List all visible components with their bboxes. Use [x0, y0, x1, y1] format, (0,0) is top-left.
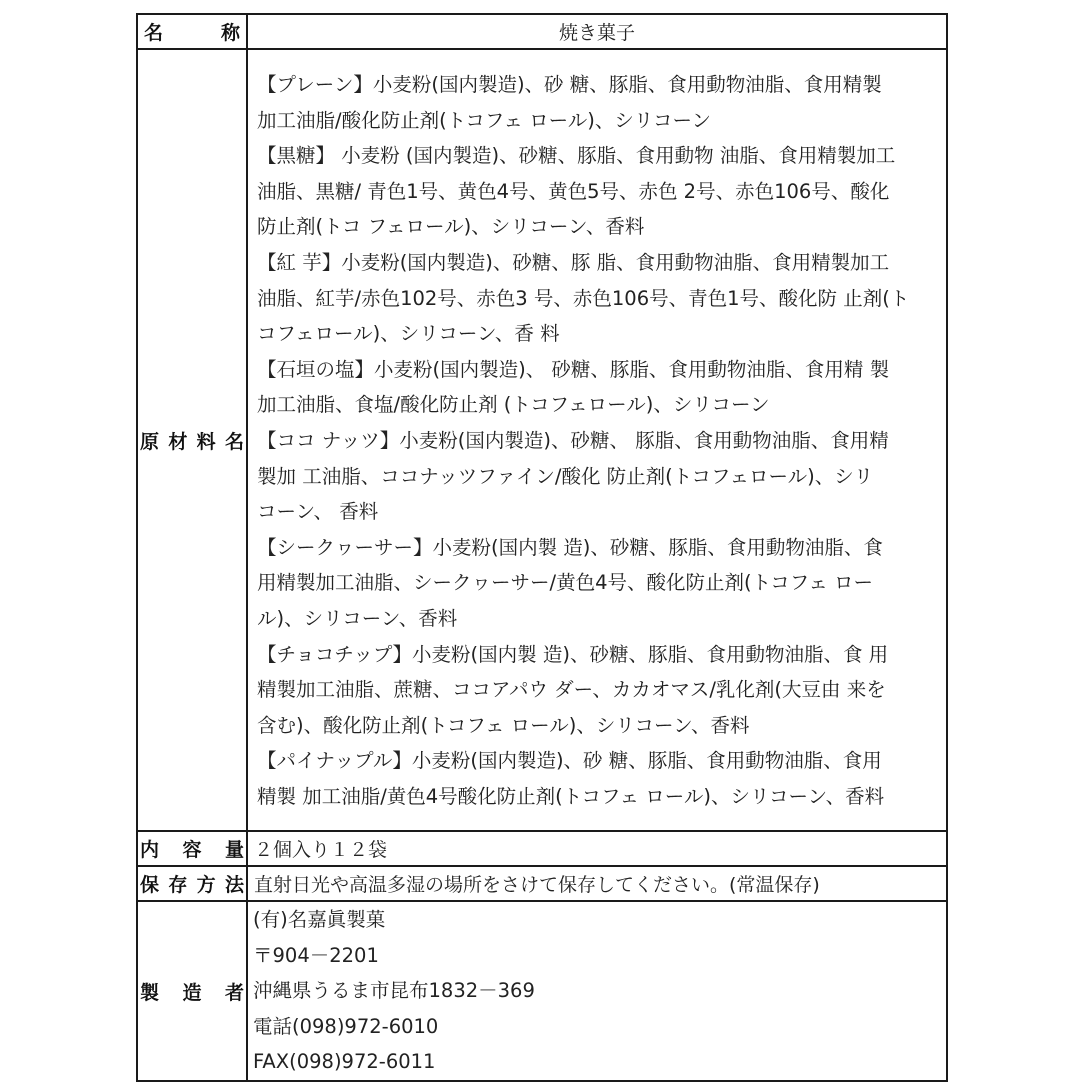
manufacturer-postal-code: 〒904－2201: [253, 943, 379, 967]
ingredients-line: 【パイナップル】小麦粉(国内製造)、砂 糖、豚脂、食用動物油脂、食用: [257, 749, 882, 773]
ingredients-line: 【黒糖】 小麦粉 (国内製造)、砂糖、豚脂、食用動物 油脂、食用精製加工: [257, 144, 896, 168]
header-char: 原: [140, 430, 160, 453]
manufacturer-address: 沖縄県うるま市昆布1832－369: [253, 979, 535, 1003]
header-char: 製: [140, 981, 160, 1004]
product-name-value: 焼き菓子: [247, 14, 947, 49]
contents-value: ２個入り１２袋: [247, 831, 947, 866]
manufacturer-row: [137, 901, 947, 1081]
header-char: 造: [182, 981, 202, 1004]
ingredients-line: 【シークヮーサー】小麦粉(国内製 造)、砂糖、豚脂、食用動物油脂、食: [257, 535, 883, 559]
ingredients-line: 加工油脂、食塩/酸化防止剤 (トコフェロール)、シリコーン: [257, 393, 770, 417]
header-char: 材: [168, 430, 188, 453]
storage-value: 直射日光や高温多湿の場所をさけて保存してください。(常温保存): [247, 866, 947, 901]
contents-header: [137, 831, 247, 866]
header-char: 方: [196, 874, 216, 897]
header-char: 法: [224, 874, 244, 897]
header-char: 量: [224, 839, 244, 862]
header-char: 名: [144, 22, 164, 44]
header-char: 名: [224, 430, 244, 453]
header-char: 保: [140, 874, 160, 897]
ingredients-line: ル)、シリコーン、香料: [257, 606, 458, 630]
manufacturer-header: [137, 901, 247, 1081]
ingredients-line: 精製 加工油脂/黄色4号酸化防止剤(トコフェ ロール)、シリコーン、香料: [257, 784, 885, 808]
ingredients-line: 【チョコチップ】小麦粉(国内製 造)、砂糖、豚脂、食用動物油脂、食 用: [257, 642, 889, 666]
ingredients-line: 用精製加工油脂、シークヮーサー/黄色4号、酸化防止剤(トコフェ ロー: [257, 571, 874, 595]
manufacturer-value: [247, 901, 947, 1081]
ingredients-line: 【石垣の塩】小麦粉(国内製造)、 砂糖、豚脂、食用動物油脂、食用精 製: [257, 357, 890, 381]
header-char: 内: [140, 839, 160, 862]
header-char: 容: [182, 839, 202, 862]
header-char: 称: [220, 22, 240, 44]
header-char: 存: [168, 874, 188, 897]
ingredients-line: 【紅 芋】小麦粉(国内製造)、砂糖、豚 脂、食用動物油脂、食用精製加工: [257, 250, 890, 274]
storage-header: [137, 866, 247, 901]
ingredients-row: [137, 49, 947, 831]
manufacturer-company: (有)名嘉眞製菓: [253, 908, 386, 932]
ingredients-line: 精製加工油脂、蔗糖、ココアパウ ダー、カカオマス/乳化剤(大豆由 来を: [257, 678, 886, 702]
header-char: 料: [196, 430, 216, 453]
storage-row: [137, 866, 947, 901]
ingredients-line: 含む)、酸化防止剤(トコフェ ロール)、シリコーン、香料: [257, 713, 750, 737]
ingredients-line: 油脂、黒糖/ 青色1号、黄色4号、黄色5号、赤色 2号、赤色106号、酸化: [257, 179, 890, 203]
ingredients-line: 【ココ ナッツ】小麦粉(国内製造)、砂糖、 豚脂、食用動物油脂、食用精: [257, 428, 889, 452]
ingredients-value: [247, 49, 947, 831]
product-name-header: [137, 14, 247, 49]
ingredients-header: [137, 49, 247, 831]
product-name-row: [137, 14, 947, 49]
manufacturer-fax: FAX(098)972-6011: [253, 1050, 436, 1074]
ingredients-line: コフェロール)、シリコーン、香 料: [257, 322, 560, 346]
ingredients-line: 【プレーン】小麦粉(国内製造)、砂 糖、豚脂、食用動物油脂、食用精製: [257, 73, 882, 96]
ingredients-line: コーン、 香料: [257, 500, 379, 524]
ingredients-line: 加工油脂/酸化防止剤(トコフェ ロール)、シリコーン: [257, 108, 712, 132]
food-label-table: [136, 13, 948, 1082]
ingredients-line: 製加 工油脂、ココナッツファイン/酸化 防止剤(トコフェロール)、シリ: [257, 464, 874, 488]
manufacturer-phone: 電話(098)972-6010: [253, 1014, 439, 1038]
ingredients-line: 油脂、紅芋/赤色102号、赤色3 号、赤色106号、青色1号、酸化防 止剤(ト: [257, 286, 910, 310]
header-char: 者: [224, 981, 244, 1004]
ingredients-line: 防止剤(トコ フェロール)、シリコーン、香料: [257, 215, 645, 239]
contents-row: [137, 831, 947, 866]
